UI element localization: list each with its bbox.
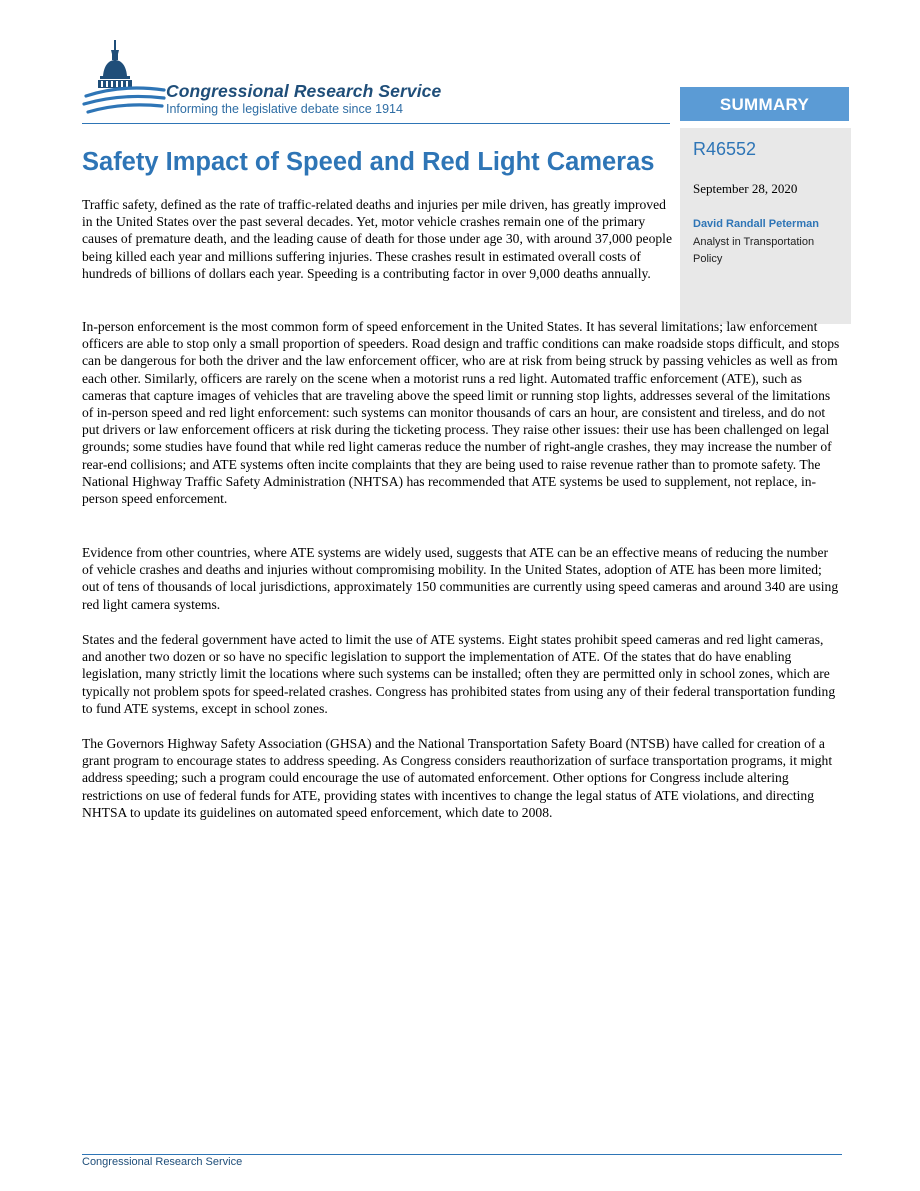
summary-heading: SUMMARY bbox=[680, 87, 849, 121]
author-name[interactable]: David Randall Peterman bbox=[693, 218, 819, 230]
summary-paragraph-1: Traffic safety, defined as the rate of traffic-related deaths and injuries per mile driven, has greatly improved in the United States over the past several decades. Yet, motor vehicle crashes remain one of the primary causes of premature death, and the leading cause of death for those under age 30, with around 37,000 people being killed each year and millions suffering injuries. These crashes result in estimated overall costs of hundreds of billions of dollars each year. Speeding is a contributing factor in over 9,000 deaths annually. bbox=[82, 197, 672, 281]
report-title: Safety Impact of Speed and Red Light Cameras bbox=[82, 148, 655, 176]
report-number: R46552 bbox=[693, 139, 757, 159]
org-tagline: Informing the legislative debate since 1914 bbox=[166, 102, 403, 116]
summary-paragraph-3: Evidence from other countries, where ATE systems are widely used, suggests that ATE can be an effective means of reducing the number of vehicle crashes and deaths and injuries without compromising mobility. In the United States, adoption of ATE has been more limited; out of tens of thousands of local jurisdictions, approximately 150 communities are currently using speed cameras and around 340 are using red light camera systems. bbox=[82, 545, 839, 612]
author-title: Analyst in Transportation Policy bbox=[693, 236, 815, 265]
report-date: September 28, 2020 bbox=[693, 181, 798, 196]
footer-text: Congressional Research Service bbox=[82, 1156, 243, 1168]
org-name: Congressional Research Service bbox=[166, 81, 442, 101]
header-rule bbox=[82, 123, 670, 124]
crs-capitol-dome-logo bbox=[82, 36, 172, 122]
summary-paragraph-5: The Governors Highway Safety Association (GHSA) and the National Transportation Safety Board (NTSB) have called for creation of a grant program to encourage states to address speeding. As Congress considers reauthorization of surface transportation programs, it might address speeding; such a program could encourage the use of automated enforcement. Other options for Congress include altering restrictions on use of federal funds for ATE, providing states with incentives to change the legal status of ATE violations, and directing NHTSA to update its guidelines on automated speed enforcement, which date to 2008. bbox=[82, 736, 833, 820]
summary-paragraph-2: In-person enforcement is the most common form of speed enforcement in the United States. It has several limitations; law enforcement officers are able to stop only a small proportion of speeders. Road design and traffic conditions can make roadside stops difficult, and stops can be dangerous for both the driver and the law enforcement officer, who are at risk from being struck by passing vehicles as well as from each other. Similarly, officers are rarely on the scene when a motorist runs a red light. Automated traffic enforcement (ATE), such as cameras that capture images of vehicles that are traveling above the speed limit or running stop lights, addresses several of the limitations of in-person speed and red light enforcement: such systems can monitor thousands of cars an hour, are consistent and tireless, and do not put drivers or law enforcement officers at risk during the ticketing process. They raise other issues: their use has been challenged on legal grounds; some studies have found that while red light cameras reduce the number of right-angle crashes, they may increase the number of rear-end collisions; and ATE systems often incite complaints that they are being used to raise revenue rather than to promote safety. The National Highway Traffic Safety Administration (NHTSA) has recommended that ATE systems be used to supplement, not replace, in-person speed enforcement. bbox=[82, 319, 840, 507]
footer-rule bbox=[82, 1154, 842, 1155]
summary-paragraph-4: States and the federal government have acted to limit the use of ATE systems. Eight states prohibit speed cameras and red light cameras, and another two dozen or so have no specific legislation to support the implementation of ATE. Of the states that do have enabling legislation, many strictly limit the locations where such systems can be installed; often they are permitted only in school zones, which are typically not problem spots for speed-related crashes. Congress has prohibited states from using any of their federal transportation funding to fund ATE systems, except in school zones. bbox=[82, 632, 836, 716]
